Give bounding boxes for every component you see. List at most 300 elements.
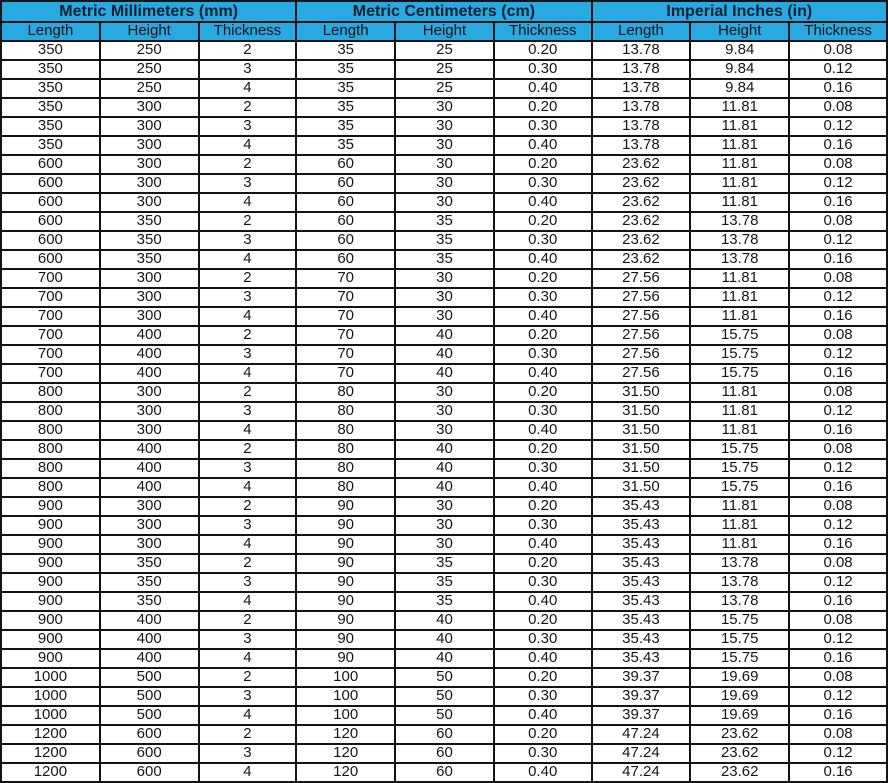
cell-cm-thickness: 0.20 — [494, 326, 592, 345]
cell-in-length: 47.24 — [592, 744, 691, 763]
cell-cm-height: 30 — [395, 117, 494, 136]
cell-cm-thickness: 0.30 — [494, 516, 592, 535]
cell-mm-thickness: 2 — [199, 554, 297, 573]
cell-mm-thickness: 2 — [199, 326, 297, 345]
cell-cm-thickness: 0.20 — [494, 383, 592, 402]
cell-cm-height: 60 — [395, 744, 494, 763]
cell-mm-thickness: 4 — [199, 592, 297, 611]
cell-mm-thickness: 2 — [199, 269, 297, 288]
cell-mm-length: 800 — [1, 478, 100, 497]
cell-cm-length: 80 — [296, 478, 395, 497]
cell-cm-height: 25 — [395, 41, 494, 60]
table-row — [1, 231, 887, 250]
cell-in-thickness: 0.16 — [789, 592, 887, 611]
cell-mm-height: 350 — [100, 250, 199, 269]
cell-in-length: 13.78 — [592, 117, 691, 136]
cell-mm-thickness: 3 — [199, 117, 297, 136]
cell-cm-length: 90 — [296, 649, 395, 668]
cell-mm-length: 600 — [1, 231, 100, 250]
cell-cm-height: 35 — [395, 231, 494, 250]
cell-mm-thickness: 2 — [199, 98, 297, 117]
cell-mm-height: 300 — [100, 402, 199, 421]
cell-in-height: 13.78 — [690, 554, 789, 573]
cell-in-height: 11.81 — [690, 307, 789, 326]
cell-in-height: 11.81 — [690, 383, 789, 402]
table-row — [1, 345, 887, 364]
cell-in-length: 39.37 — [592, 706, 691, 725]
cell-mm-height: 400 — [100, 630, 199, 649]
cell-cm-height: 40 — [395, 459, 494, 478]
cell-in-thickness: 0.12 — [789, 174, 887, 193]
column-header-in-height: Height — [690, 22, 789, 41]
cell-cm-height: 60 — [395, 725, 494, 744]
cell-cm-height: 30 — [395, 193, 494, 212]
cell-mm-thickness: 3 — [199, 630, 297, 649]
table-row — [1, 421, 887, 440]
cell-mm-thickness: 4 — [199, 364, 297, 383]
column-header-in-thickness: Thickness — [789, 22, 887, 41]
cell-cm-height: 40 — [395, 326, 494, 345]
cell-cm-length: 35 — [296, 79, 395, 98]
cell-mm-length: 1200 — [1, 744, 100, 763]
cell-mm-height: 300 — [100, 98, 199, 117]
cell-mm-thickness: 4 — [199, 535, 297, 554]
cell-mm-length: 350 — [1, 117, 100, 136]
cell-in-height: 11.81 — [690, 269, 789, 288]
table-row — [1, 193, 887, 212]
cell-mm-length: 350 — [1, 41, 100, 60]
table-row — [1, 98, 887, 117]
cell-cm-thickness: 0.20 — [494, 668, 592, 687]
cell-cm-length: 90 — [296, 554, 395, 573]
cell-mm-height: 500 — [100, 687, 199, 706]
cell-cm-height: 30 — [395, 269, 494, 288]
cell-in-height: 15.75 — [690, 459, 789, 478]
cell-cm-height: 30 — [395, 136, 494, 155]
cell-in-length: 31.50 — [592, 478, 691, 497]
cell-mm-height: 250 — [100, 60, 199, 79]
cell-in-length: 27.56 — [592, 326, 691, 345]
cell-mm-length: 800 — [1, 459, 100, 478]
cell-in-height: 11.81 — [690, 516, 789, 535]
cell-in-height: 11.81 — [690, 402, 789, 421]
cell-cm-length: 120 — [296, 725, 395, 744]
cell-cm-height: 50 — [395, 687, 494, 706]
cell-in-length: 47.24 — [592, 763, 691, 782]
cell-mm-height: 300 — [100, 136, 199, 155]
cell-mm-thickness: 3 — [199, 516, 297, 535]
cell-mm-height: 400 — [100, 326, 199, 345]
cell-in-height: 23.62 — [690, 725, 789, 744]
cell-cm-length: 100 — [296, 687, 395, 706]
cell-mm-length: 700 — [1, 345, 100, 364]
cell-cm-length: 70 — [296, 269, 395, 288]
cell-mm-height: 300 — [100, 117, 199, 136]
cell-mm-length: 350 — [1, 79, 100, 98]
table-body — [1, 41, 887, 782]
cell-cm-length: 80 — [296, 440, 395, 459]
cell-cm-length: 35 — [296, 117, 395, 136]
cell-in-length: 35.43 — [592, 535, 691, 554]
cell-in-height: 13.78 — [690, 250, 789, 269]
cell-cm-height: 40 — [395, 364, 494, 383]
cell-cm-height: 25 — [395, 79, 494, 98]
cell-mm-thickness: 3 — [199, 744, 297, 763]
cell-mm-length: 1200 — [1, 763, 100, 782]
table-row — [1, 611, 887, 630]
cell-cm-height: 40 — [395, 611, 494, 630]
cell-in-thickness: 0.16 — [789, 478, 887, 497]
cell-mm-height: 300 — [100, 193, 199, 212]
cell-in-length: 13.78 — [592, 41, 691, 60]
cell-cm-thickness: 0.40 — [494, 706, 592, 725]
cell-in-thickness: 0.16 — [789, 193, 887, 212]
cell-in-height: 15.75 — [690, 649, 789, 668]
cell-mm-length: 800 — [1, 421, 100, 440]
cell-in-length: 35.43 — [592, 611, 691, 630]
cell-cm-length: 80 — [296, 421, 395, 440]
cell-cm-length: 90 — [296, 573, 395, 592]
cell-in-thickness: 0.08 — [789, 269, 887, 288]
cell-in-length: 13.78 — [592, 79, 691, 98]
cell-mm-height: 300 — [100, 535, 199, 554]
cell-in-length: 31.50 — [592, 402, 691, 421]
table-row — [1, 440, 887, 459]
cell-cm-thickness: 0.20 — [494, 497, 592, 516]
cell-in-height: 11.81 — [690, 117, 789, 136]
cell-in-length: 23.62 — [592, 231, 691, 250]
cell-mm-height: 300 — [100, 174, 199, 193]
cell-mm-thickness: 4 — [199, 136, 297, 155]
cell-in-height: 11.81 — [690, 497, 789, 516]
cell-cm-height: 35 — [395, 554, 494, 573]
cell-in-height: 13.78 — [690, 592, 789, 611]
cell-in-height: 13.78 — [690, 231, 789, 250]
cell-mm-height: 400 — [100, 649, 199, 668]
cell-cm-length: 90 — [296, 516, 395, 535]
table-row — [1, 364, 887, 383]
cell-mm-height: 400 — [100, 478, 199, 497]
cell-mm-height: 300 — [100, 516, 199, 535]
cell-mm-height: 250 — [100, 41, 199, 60]
table-row — [1, 573, 887, 592]
table-row — [1, 326, 887, 345]
cell-in-length: 27.56 — [592, 288, 691, 307]
cell-cm-height: 40 — [395, 345, 494, 364]
cell-in-thickness: 0.16 — [789, 535, 887, 554]
cell-mm-height: 400 — [100, 459, 199, 478]
cell-in-thickness: 0.08 — [789, 326, 887, 345]
cell-cm-thickness: 0.20 — [494, 269, 592, 288]
cell-mm-length: 900 — [1, 630, 100, 649]
cell-mm-height: 300 — [100, 155, 199, 174]
cell-cm-thickness: 0.40 — [494, 250, 592, 269]
table-row — [1, 725, 887, 744]
cell-cm-thickness: 0.40 — [494, 592, 592, 611]
cell-cm-thickness: 0.20 — [494, 725, 592, 744]
cell-mm-thickness: 3 — [199, 402, 297, 421]
cell-in-length: 27.56 — [592, 364, 691, 383]
cell-cm-height: 30 — [395, 402, 494, 421]
cell-in-height: 11.81 — [690, 193, 789, 212]
cell-mm-thickness: 3 — [199, 174, 297, 193]
cell-mm-thickness: 3 — [199, 231, 297, 250]
cell-cm-length: 90 — [296, 497, 395, 516]
cell-in-length: 31.50 — [592, 421, 691, 440]
cell-in-thickness: 0.08 — [789, 98, 887, 117]
cell-in-height: 11.81 — [690, 136, 789, 155]
cell-in-thickness: 0.12 — [789, 744, 887, 763]
cell-mm-length: 900 — [1, 611, 100, 630]
cell-cm-thickness: 0.30 — [494, 744, 592, 763]
cell-in-height: 19.69 — [690, 668, 789, 687]
cell-cm-thickness: 0.30 — [494, 231, 592, 250]
cell-in-thickness: 0.12 — [789, 630, 887, 649]
cell-in-thickness: 0.16 — [789, 250, 887, 269]
cell-cm-thickness: 0.30 — [494, 573, 592, 592]
cell-cm-thickness: 0.30 — [494, 174, 592, 193]
cell-in-thickness: 0.08 — [789, 611, 887, 630]
cell-in-length: 47.24 — [592, 725, 691, 744]
cell-in-length: 27.56 — [592, 345, 691, 364]
cell-in-thickness: 0.16 — [789, 364, 887, 383]
cell-mm-height: 300 — [100, 307, 199, 326]
cell-in-thickness: 0.08 — [789, 155, 887, 174]
cell-in-length: 23.62 — [592, 212, 691, 231]
cell-in-thickness: 0.16 — [789, 649, 887, 668]
table-row — [1, 212, 887, 231]
cell-cm-length: 60 — [296, 174, 395, 193]
cell-cm-length: 70 — [296, 345, 395, 364]
cell-in-thickness: 0.08 — [789, 668, 887, 687]
cell-mm-length: 1000 — [1, 706, 100, 725]
cell-in-height: 15.75 — [690, 611, 789, 630]
cell-cm-thickness: 0.40 — [494, 364, 592, 383]
cell-in-length: 13.78 — [592, 60, 691, 79]
cell-in-height: 15.75 — [690, 478, 789, 497]
cell-in-thickness: 0.12 — [789, 573, 887, 592]
cell-cm-height: 30 — [395, 516, 494, 535]
cell-cm-length: 60 — [296, 193, 395, 212]
cell-mm-height: 400 — [100, 611, 199, 630]
cell-in-height: 9.84 — [690, 41, 789, 60]
cell-cm-length: 70 — [296, 364, 395, 383]
cell-cm-thickness: 0.40 — [494, 193, 592, 212]
cell-mm-length: 1200 — [1, 725, 100, 744]
table-row — [1, 79, 887, 98]
table-row — [1, 668, 887, 687]
cell-in-length: 39.37 — [592, 687, 691, 706]
cell-in-height: 11.81 — [690, 155, 789, 174]
table-row — [1, 744, 887, 763]
cell-cm-height: 35 — [395, 573, 494, 592]
cell-cm-thickness: 0.40 — [494, 136, 592, 155]
cell-mm-thickness: 2 — [199, 155, 297, 174]
cell-in-height: 13.78 — [690, 573, 789, 592]
cell-in-length: 35.43 — [592, 649, 691, 668]
cell-mm-length: 600 — [1, 193, 100, 212]
cell-cm-length: 90 — [296, 592, 395, 611]
cell-mm-height: 300 — [100, 288, 199, 307]
cell-in-thickness: 0.16 — [789, 136, 887, 155]
cell-in-thickness: 0.16 — [789, 763, 887, 782]
table-row — [1, 763, 887, 782]
cell-cm-length: 35 — [296, 136, 395, 155]
cell-mm-thickness: 2 — [199, 212, 297, 231]
cell-mm-height: 250 — [100, 79, 199, 98]
cell-mm-height: 600 — [100, 725, 199, 744]
cell-cm-length: 90 — [296, 630, 395, 649]
cell-cm-height: 30 — [395, 174, 494, 193]
cell-cm-thickness: 0.30 — [494, 117, 592, 136]
cell-cm-length: 35 — [296, 60, 395, 79]
cell-cm-height: 40 — [395, 649, 494, 668]
cell-cm-length: 100 — [296, 706, 395, 725]
table-row — [1, 516, 887, 535]
cell-mm-height: 600 — [100, 744, 199, 763]
cell-mm-length: 700 — [1, 288, 100, 307]
cell-mm-thickness: 4 — [199, 250, 297, 269]
table-row — [1, 41, 887, 60]
cell-in-length: 31.50 — [592, 383, 691, 402]
cell-cm-length: 60 — [296, 155, 395, 174]
cell-in-thickness: 0.08 — [789, 554, 887, 573]
cell-mm-length: 900 — [1, 573, 100, 592]
cell-in-thickness: 0.08 — [789, 383, 887, 402]
cell-mm-length: 350 — [1, 136, 100, 155]
table-row — [1, 554, 887, 573]
table-row — [1, 174, 887, 193]
cell-in-length: 23.62 — [592, 155, 691, 174]
cell-in-height: 15.75 — [690, 440, 789, 459]
cell-cm-thickness: 0.30 — [494, 288, 592, 307]
section-title-cm: Metric Centimeters (cm) — [296, 1, 591, 22]
table-row — [1, 155, 887, 174]
cell-in-thickness: 0.08 — [789, 41, 887, 60]
cell-in-height: 13.78 — [690, 212, 789, 231]
column-header-mm-length: Length — [1, 22, 100, 41]
table-row — [1, 307, 887, 326]
cell-in-length: 23.62 — [592, 250, 691, 269]
cell-mm-thickness: 4 — [199, 421, 297, 440]
cell-in-length: 35.43 — [592, 554, 691, 573]
cell-mm-height: 400 — [100, 364, 199, 383]
table-row — [1, 687, 887, 706]
table-row — [1, 250, 887, 269]
cell-mm-height: 350 — [100, 592, 199, 611]
cell-mm-height: 300 — [100, 269, 199, 288]
cell-mm-thickness: 3 — [199, 345, 297, 364]
cell-cm-height: 40 — [395, 630, 494, 649]
table-row — [1, 383, 887, 402]
cell-cm-height: 30 — [395, 497, 494, 516]
cell-cm-length: 100 — [296, 668, 395, 687]
cell-cm-height: 60 — [395, 763, 494, 782]
cell-mm-thickness: 3 — [199, 288, 297, 307]
cell-in-height: 11.81 — [690, 174, 789, 193]
cell-cm-thickness: 0.40 — [494, 478, 592, 497]
cell-mm-height: 300 — [100, 421, 199, 440]
cell-in-thickness: 0.12 — [789, 60, 887, 79]
cell-mm-thickness: 2 — [199, 440, 297, 459]
cell-in-height: 15.75 — [690, 364, 789, 383]
cell-cm-height: 35 — [395, 212, 494, 231]
cell-in-thickness: 0.08 — [789, 440, 887, 459]
cell-mm-thickness: 2 — [199, 668, 297, 687]
cell-in-thickness: 0.12 — [789, 117, 887, 136]
cell-in-thickness: 0.12 — [789, 459, 887, 478]
cell-mm-thickness: 2 — [199, 41, 297, 60]
cell-cm-height: 30 — [395, 383, 494, 402]
cell-mm-height: 350 — [100, 554, 199, 573]
cell-mm-thickness: 2 — [199, 725, 297, 744]
cell-in-height: 11.81 — [690, 98, 789, 117]
cell-cm-length: 70 — [296, 326, 395, 345]
cell-mm-height: 350 — [100, 573, 199, 592]
cell-cm-thickness: 0.40 — [494, 421, 592, 440]
cell-mm-height: 300 — [100, 497, 199, 516]
cell-mm-thickness: 2 — [199, 497, 297, 516]
cell-mm-height: 400 — [100, 440, 199, 459]
cell-mm-thickness: 3 — [199, 687, 297, 706]
cell-in-height: 23.62 — [690, 763, 789, 782]
cell-in-thickness: 0.16 — [789, 421, 887, 440]
cell-in-thickness: 0.12 — [789, 231, 887, 250]
cell-mm-length: 600 — [1, 250, 100, 269]
cell-in-length: 35.43 — [592, 630, 691, 649]
cell-cm-thickness: 0.20 — [494, 41, 592, 60]
cell-mm-length: 350 — [1, 60, 100, 79]
cell-mm-thickness: 4 — [199, 193, 297, 212]
cell-in-length: 35.43 — [592, 592, 691, 611]
column-header-cm-thickness: Thickness — [494, 22, 592, 41]
cell-mm-length: 900 — [1, 592, 100, 611]
cell-in-length: 27.56 — [592, 307, 691, 326]
cell-cm-thickness: 0.20 — [494, 611, 592, 630]
cell-in-height: 19.69 — [690, 687, 789, 706]
cell-mm-height: 500 — [100, 706, 199, 725]
cell-in-length: 23.62 — [592, 174, 691, 193]
cell-cm-thickness: 0.40 — [494, 763, 592, 782]
cell-cm-thickness: 0.30 — [494, 402, 592, 421]
cell-cm-length: 120 — [296, 744, 395, 763]
table-row — [1, 630, 887, 649]
cell-mm-height: 300 — [100, 383, 199, 402]
cell-cm-height: 30 — [395, 535, 494, 554]
table-row — [1, 497, 887, 516]
cell-cm-height: 50 — [395, 668, 494, 687]
cell-mm-height: 600 — [100, 763, 199, 782]
cell-cm-length: 70 — [296, 288, 395, 307]
cell-cm-thickness: 0.20 — [494, 212, 592, 231]
cell-in-height: 19.69 — [690, 706, 789, 725]
cell-cm-thickness: 0.40 — [494, 307, 592, 326]
table-row — [1, 478, 887, 497]
cell-in-length: 31.50 — [592, 459, 691, 478]
cell-mm-height: 350 — [100, 231, 199, 250]
cell-cm-height: 50 — [395, 706, 494, 725]
cell-cm-thickness: 0.20 — [494, 554, 592, 573]
cell-cm-thickness: 0.30 — [494, 630, 592, 649]
cell-mm-thickness: 2 — [199, 611, 297, 630]
cell-mm-length: 700 — [1, 364, 100, 383]
cell-in-height: 15.75 — [690, 345, 789, 364]
cell-mm-length: 1000 — [1, 687, 100, 706]
cell-mm-length: 900 — [1, 516, 100, 535]
cell-in-thickness: 0.16 — [789, 706, 887, 725]
column-header-mm-thickness: Thickness — [199, 22, 297, 41]
cell-cm-length: 60 — [296, 212, 395, 231]
